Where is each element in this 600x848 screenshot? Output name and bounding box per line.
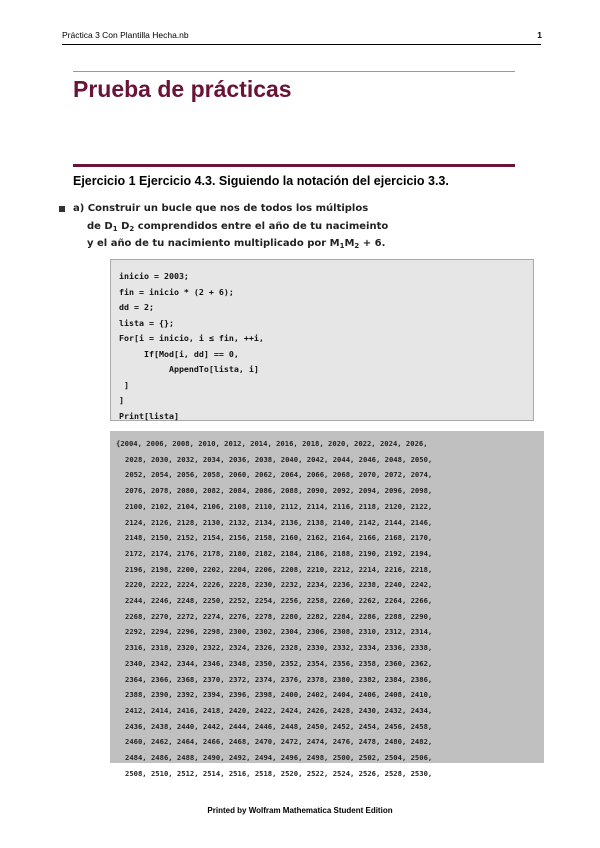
output-row: 2484, 2486, 2488, 2490, 2492, 2494, 2496, 2498, 2500, 2502, 2504, 2506, xyxy=(125,753,433,763)
title-divider xyxy=(73,71,515,72)
output-row: 2388, 2390, 2392, 2394, 2396, 2398, 2400, 2402, 2404, 2406, 2408, 2410, xyxy=(125,690,433,700)
output-row: 2364, 2366, 2368, 2370, 2372, 2374, 2376, 2378, 2380, 2382, 2384, 2386, xyxy=(125,674,433,684)
output-row: 2436, 2438, 2440, 2442, 2444, 2446, 2448, 2450, 2452, 2454, 2456, 2458, xyxy=(125,721,433,731)
notebook-title[interactable]: Prueba de prácticas xyxy=(73,76,292,102)
output-row: 2412, 2414, 2416, 2418, 2420, 2422, 2424, 2426, 2428, 2430, 2432, 2434, xyxy=(125,705,433,715)
output-cell[interactable] xyxy=(110,431,544,778)
text-line: a) Construir un bucle que nos de todos los múltiplos xyxy=(73,203,369,214)
header-divider xyxy=(62,44,541,45)
output-row: 2100, 2102, 2104, 2106, 2108, 2110, 2112, 2114, 2116, 2118, 2120, 2122, xyxy=(125,501,433,511)
output-row: 2172, 2174, 2176, 2178, 2180, 2182, 2184, 2186, 2188, 2190, 2192, 2194, xyxy=(125,548,433,558)
output-row: 2220, 2222, 2224, 2226, 2228, 2230, 2232, 2234, 2236, 2238, 2240, 2242, xyxy=(125,580,433,590)
input-code[interactable]: inicio = 2003; fin = inicio * (2 + 6); dd = 2; lista = {}; For[i = inicio, i ≤ fin, ++i, If[Mod[i, dd] == 0, AppendTo[lista, i] ] ] Print[lista] xyxy=(119,271,264,421)
output-row: 2196, 2198, 2200, 2202, 2204, 2206, 2208, 2210, 2212, 2214, 2216, 2218, xyxy=(125,564,433,574)
output-row: 2316, 2318, 2320, 2322, 2324, 2326, 2328, 2330, 2332, 2334, 2336, 2338, xyxy=(125,643,433,653)
output-row: 2460, 2462, 2464, 2466, 2468, 2470, 2472, 2474, 2476, 2478, 2480, 2482, xyxy=(125,737,433,747)
text-cell[interactable] xyxy=(73,200,513,253)
notebook-filename: Práctica 3 Con Plantilla Hecha.nb xyxy=(62,30,189,40)
section-divider xyxy=(73,164,515,167)
output-row: 2508, 2510, 2512, 2514, 2516, 2518, 2520, 2522, 2524, 2526, 2528, 2530, xyxy=(125,768,433,778)
output-list xyxy=(110,431,544,781)
output-row: 2340, 2342, 2344, 2346, 2348, 2350, 2352, 2354, 2356, 2358, 2360, 2362, xyxy=(125,658,433,668)
output-row: 2244, 2246, 2248, 2250, 2252, 2254, 2256, 2258, 2260, 2262, 2264, 2266, xyxy=(125,596,433,606)
cell-bullet-icon xyxy=(59,206,65,212)
output-row: {2004, 2006, 2008, 2010, 2012, 2014, 2016, 2018, 2020, 2022, 2024, 2026, xyxy=(116,439,428,448)
input-cell[interactable] xyxy=(110,259,534,421)
output-row: 2028, 2030, 2032, 2034, 2036, 2038, 2040, 2042, 2044, 2046, 2048, 2050, xyxy=(125,454,433,464)
output-row: 2052, 2054, 2056, 2058, 2060, 2062, 2064, 2066, 2068, 2070, 2072, 2074, xyxy=(125,470,433,480)
output-row: 2124, 2126, 2128, 2130, 2132, 2134, 2136, 2138, 2140, 2142, 2144, 2146, xyxy=(125,517,433,527)
section-title[interactable]: Ejercicio 1 Ejercicio 4.3. Siguiendo la notación del ejercicio 3.3. xyxy=(73,174,449,188)
output-row: 2148, 2150, 2152, 2154, 2156, 2158, 2160, 2162, 2164, 2166, 2168, 2170, xyxy=(125,533,433,543)
output-row: 2076, 2078, 2080, 2082, 2084, 2086, 2088, 2090, 2092, 2094, 2096, 2098, xyxy=(125,486,433,496)
output-row: 2268, 2270, 2272, 2274, 2276, 2278, 2280, 2282, 2284, 2286, 2288, 2290, xyxy=(125,611,433,621)
print-footer: Printed by Wolfram Mathematica Student Edition xyxy=(207,806,393,815)
page-number: 1 xyxy=(537,30,542,40)
text-line: y el año de tu nacimiento multiplicado por $M_1M_2 + 6$. xyxy=(87,238,386,250)
output-row: 2292, 2294, 2296, 2298, 2300, 2302, 2304, 2306, 2308, 2310, 2312, 2314, xyxy=(125,627,433,637)
text-line: de $D_1$ $D_2$ comprendidos entre el año de tu nacimeinto xyxy=(87,220,389,233)
page-header xyxy=(62,30,542,44)
